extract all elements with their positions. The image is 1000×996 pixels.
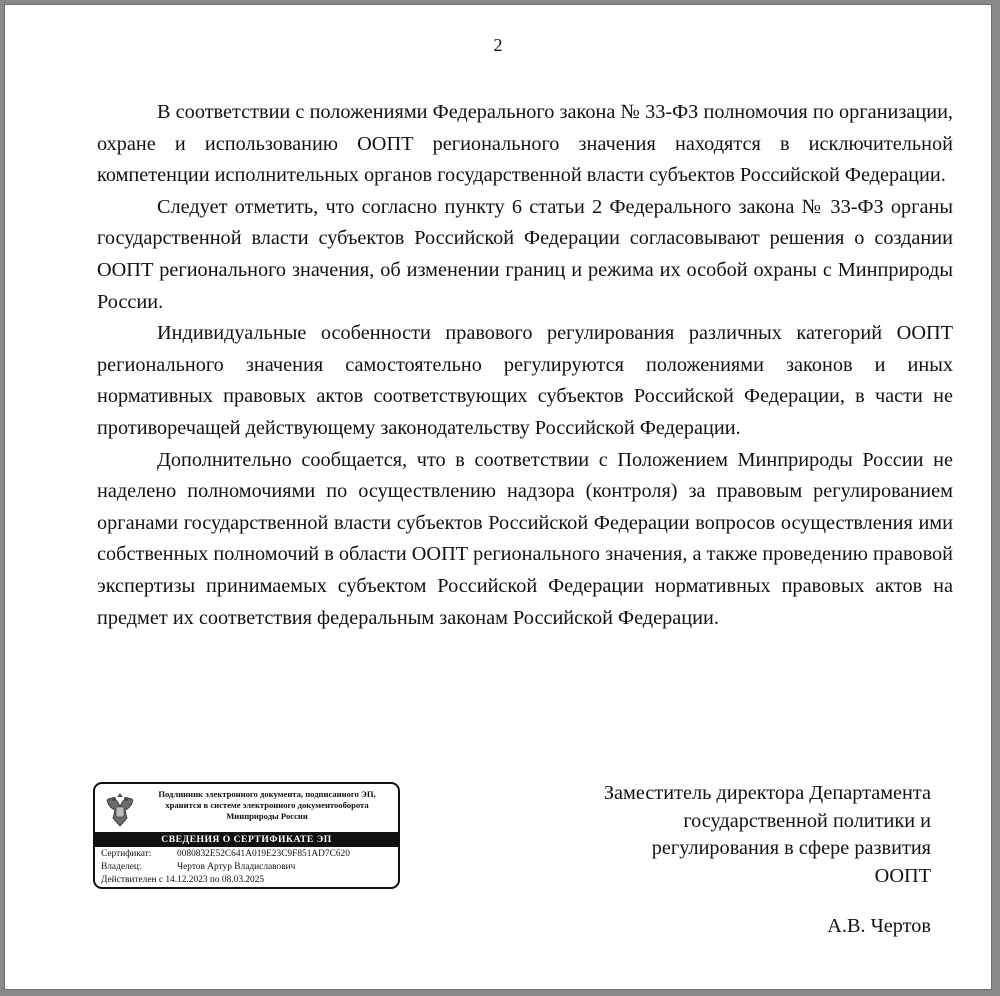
validity-text: Действителен с 14.12.2023 по 08.03.2025 [101,875,265,885]
certificate-value: 0080832E52C641A019E23C9F851AD7C620 [177,849,350,859]
paragraph-1: В соответствии с положениями Федерального закона № 33-ФЗ полномочия по организации, охране и использованию ООПТ регионального значения находятся в исключительной компетенции исполнительных органов государственной власти субъектов Российской Федерации. [97,101,953,187]
owner-value: Чертов Артур Владиславович [177,862,296,872]
signer-position [535,780,931,890]
document-page [4,4,992,990]
stamp-title: СВЕДЕНИЯ О СЕРТИФИКАТЕ ЭП [95,832,398,847]
electronic-signature-stamp [93,782,400,889]
stamp-header-line: Минприроды России [226,811,308,821]
validity-row [101,874,396,887]
page-number: 2 [493,35,503,55]
position-line: ООПТ [874,864,931,887]
signer-name: А.В. Чертов [827,915,931,937]
certificate-row [101,848,396,861]
certificate-label: Сертификат: [101,849,152,859]
stamp-header-line: Подлинник электронного документа, подписанного ЭП, [158,789,376,799]
coat-of-arms-icon [103,790,137,828]
position-line: регулирования в сфере развития [651,837,931,859]
owner-label: Владелец: [101,862,142,872]
owner-row [101,861,396,874]
position-line: Заместитель директора Департамента [603,782,931,804]
position-line: государственной политики и [683,809,931,832]
document-body [97,97,953,634]
stamp-header [141,789,393,822]
stamp-details [101,848,396,887]
paragraph-2: Следует отметить, что согласно пункту 6 статьи 2 Федерального закона № 33-ФЗ органы государственной власти субъектов Российской Федерации согласовывают решения о создании ООПТ регионального значения, об изменении границ и режима их особой охраны с Минприроды России. [97,195,953,313]
stamp-header-line: хранится в системе электронного документооборота [165,800,369,810]
paragraph-3: Индивидуальные особенности правового регулирования различных категорий ООПТ регионального значения самостоятельно регулируются положениями законов и иных нормативных правовых актов соответствующих субъектов Российской Федерации, в части не противоречащей действующему законодательству Российской Федерации. [97,322,953,439]
paragraph-4: Дополнительно сообщается, что в соответствии с Положением Минприроды России не наделено полномочиями по осуществлению надзора (контроля) за правовым регулированием органами государственной власти субъектов Российской Федерации вопросов осуществления ими собственных полномочий в области ООПТ регионального значения, а также проведению правовой экспертизы принимаемых субъектом Российской Федерации нормативных правовых актов на предмет их соответствия федеральным законам Российской Федерации. [97,448,953,629]
